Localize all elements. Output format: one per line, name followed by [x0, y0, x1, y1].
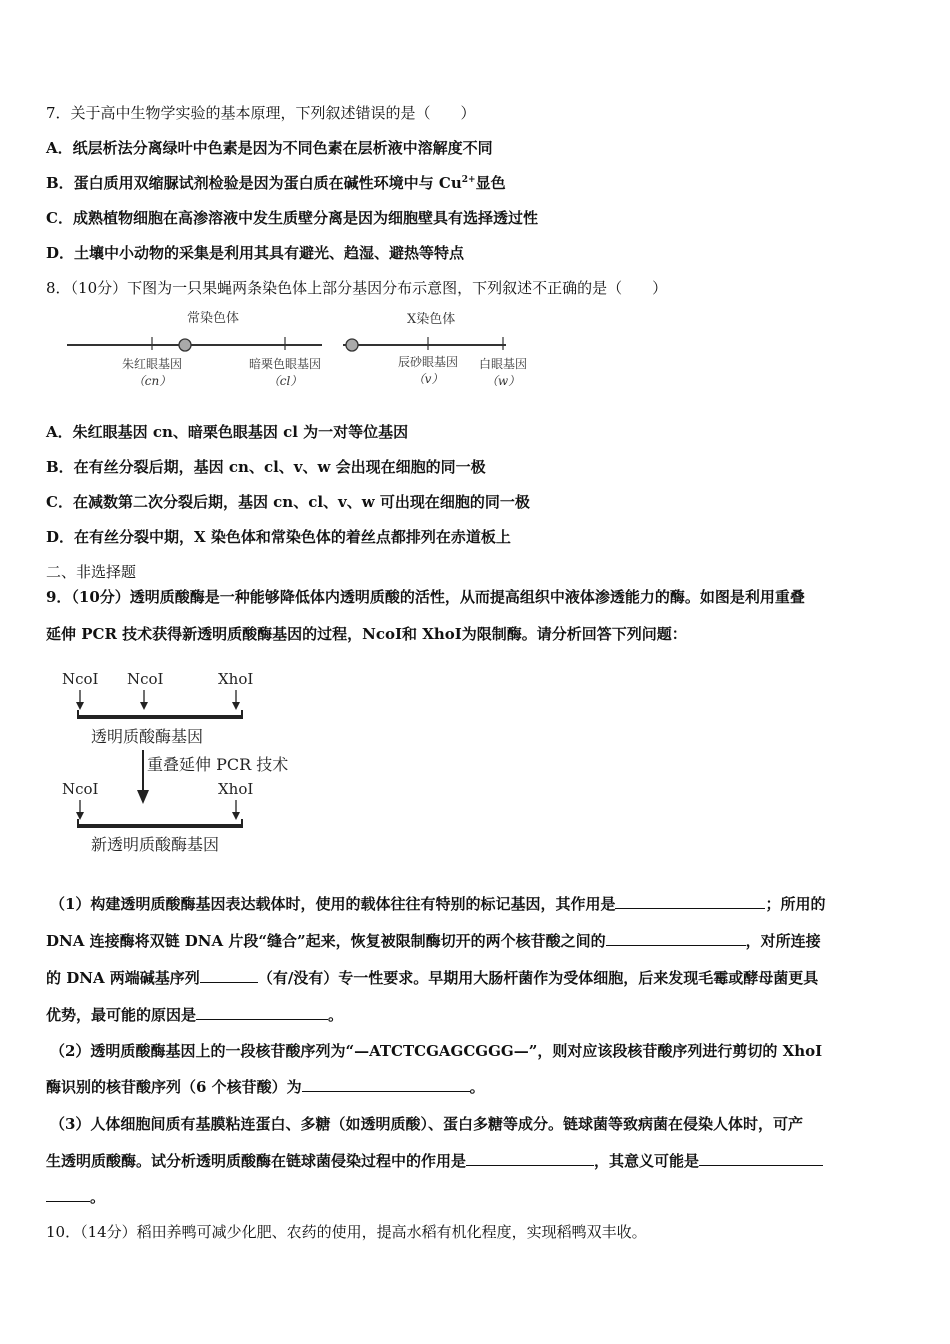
section-heading: 二、非选择题	[46, 563, 137, 581]
gene-label-v: 辰砂眼基因	[397, 355, 459, 369]
q9-p1-line4	[46, 1005, 343, 1025]
q7-option-b-text: B．蛋白质用双缩脲试剂检验是因为蛋白质在碱性环境中与 Cu	[46, 174, 462, 192]
answer-blank[interactable]	[606, 931, 746, 946]
ncoi-label-2: NcoI	[127, 670, 164, 688]
pcr-figure	[55, 664, 315, 856]
q9-p2-line2	[46, 1077, 485, 1097]
q9-p1-l4-text-b: 。	[328, 1006, 344, 1024]
gene-symbol-cn: （cn）	[132, 374, 172, 388]
answer-blank[interactable]	[302, 1077, 470, 1092]
q7-option-b-superscript: 2+	[461, 175, 476, 185]
q9-p1-l4-text-a: 优势，最可能的原因是	[46, 1006, 197, 1024]
new-gene-label: 新透明质酸酶基因	[91, 835, 220, 854]
q9-p1-line3	[46, 968, 818, 988]
gene-symbol-w: （w）	[485, 374, 521, 388]
q8-option-a: A．朱红眼基因 cn、暗栗色眼基因 cl 为一对等位基因	[46, 423, 409, 441]
q9-p1-l2-text-b: ，对所连接	[745, 932, 821, 950]
autosome-centromere	[179, 339, 191, 351]
q9-p1-l3-text-a: 的 DNA 两端碱基序列	[46, 969, 200, 987]
q9-p1-l1-text-a: （1）构建透明质酸酶基因表达载体时，使用的载体往往有特别的标记基因，其作用是	[50, 895, 616, 913]
q9-p1-l3-text-b: （有/没有）专一性要求。早期用大肠杆菌作为受体细胞，后来发现毛霉或酵母菌更具	[257, 969, 819, 987]
autosome-label: 常染色体	[187, 311, 240, 326]
answer-blank[interactable]	[200, 968, 258, 983]
q8-option-b: B．在有丝分裂后期，基因 cn、cl、v、w 会出现在细胞的同一极	[46, 458, 486, 476]
q9-p2-l2-text-a: 酶识别的核苷酸序列（6 个核苷酸）为	[46, 1078, 302, 1096]
answer-blank[interactable]	[46, 1187, 90, 1202]
q7-stem: 7．关于高中生物学实验的基本原理，下列叙述错误的是（ ）	[46, 104, 476, 122]
x-centromere	[346, 339, 358, 351]
q9-stem-line2: 延伸 PCR 技术获得新透明质酸酶基因的过程，NcoⅠ和 XhoⅠ为限制酶。请分析回答下列问题：	[46, 625, 687, 643]
gene-label-w: 白眼基因	[478, 357, 528, 371]
q9-p3-line3	[46, 1187, 105, 1207]
gene-label-cl: 暗栗色眼基因	[248, 357, 322, 371]
process-label: 重叠延伸 PCR 技术	[147, 755, 289, 774]
q9-p1-l2-text-a: DNA 连接酶将双链 DNA 片段“缝合”起来，恢复被限制酶切开的两个核苷酸之间的	[46, 932, 606, 950]
q9-p1-l1-text-b: ；所用的	[765, 895, 826, 913]
q7-option-b	[46, 173, 506, 193]
q7-option-b-tail: 显色	[475, 174, 506, 192]
q9-p3-line1: （3）人体细胞间质有基膜粘连蛋白、多糖（如透明质酸）、蛋白多糖等成分。链球菌等致病菌在侵染人体时，可产	[50, 1115, 803, 1133]
q10-stem: 10．（14分）稻田养鸭可减少化肥、农药的使用，提高水稻有机化程度，实现稻鸭双丰收。	[46, 1223, 647, 1241]
q9-p2-line1: （2）透明质酸酶基因上的一段核苷酸序列为“—ATCTCGAGCGGG—”，则对应该段核苷酸序列进行剪切的 XhoⅠ	[50, 1042, 823, 1060]
gene-symbol-cl: （cl）	[267, 374, 303, 388]
q7-option-c: C．成熟植物细胞在高渗溶液中发生质壁分离是因为细胞壁具有选择透过性	[46, 209, 538, 227]
ncoi-label-1: NcoI	[62, 670, 99, 688]
new-gene-bar	[77, 824, 243, 828]
xhoi-label-1: XhoI	[218, 670, 254, 688]
q9-p3-line2	[46, 1151, 823, 1171]
q7-option-a: A．纸层析法分离绿叶中色素是因为不同色素在层析液中溶解度不同	[46, 139, 493, 157]
q7-option-d: D．土壤中小动物的采集是利用其具有避光、趋湿、避热等特点	[46, 244, 465, 262]
q9-p3-l2-text-a: 生透明质酸酶。试分析透明质酸酶在链球菌侵染过程中的作用是	[46, 1152, 467, 1170]
q8-option-c: C．在减数第二次分裂后期，基因 cn、cl、v、w 可出现在细胞的同一极	[46, 493, 530, 511]
gene-symbol-v: （v）	[412, 372, 444, 386]
ncoi-label-3: NcoI	[62, 780, 99, 798]
q9-stem-line1: 9．（10分）透明质酸酶是一种能够降低体内透明质酸的活性，从而提高组织中液体渗透能力的酶。如图是利用重叠	[46, 588, 805, 606]
gene-bar	[77, 715, 243, 719]
q8-option-d: D．在有丝分裂中期，X 染色体和常染色体的着丝点都排列在赤道板上	[46, 528, 511, 546]
chromosome-figure	[60, 304, 540, 396]
answer-blank[interactable]	[615, 894, 765, 909]
answer-blank[interactable]	[699, 1151, 823, 1166]
q8-stem: 8．（10分）下图为一只果蝇两条染色体上部分基因分布示意图，下列叙述不正确的是（ ）	[46, 279, 668, 297]
q9-p1-line1	[50, 894, 825, 914]
q9-p3-l2-text-b: ，其意义可能是	[594, 1152, 700, 1170]
q9-p1-line2	[46, 931, 821, 951]
xhoi-label-2: XhoI	[218, 780, 254, 798]
answer-blank[interactable]	[466, 1151, 594, 1166]
gene-label: 透明质酸酶基因	[91, 727, 204, 746]
q9-p2-l2-text-b: 。	[469, 1078, 485, 1096]
answer-blank[interactable]	[196, 1005, 328, 1020]
q9-p3-l3-text-b: 。	[90, 1188, 106, 1206]
gene-label-cn: 朱红眼基因	[121, 357, 183, 371]
x-chromosome-label: X染色体	[407, 312, 456, 327]
